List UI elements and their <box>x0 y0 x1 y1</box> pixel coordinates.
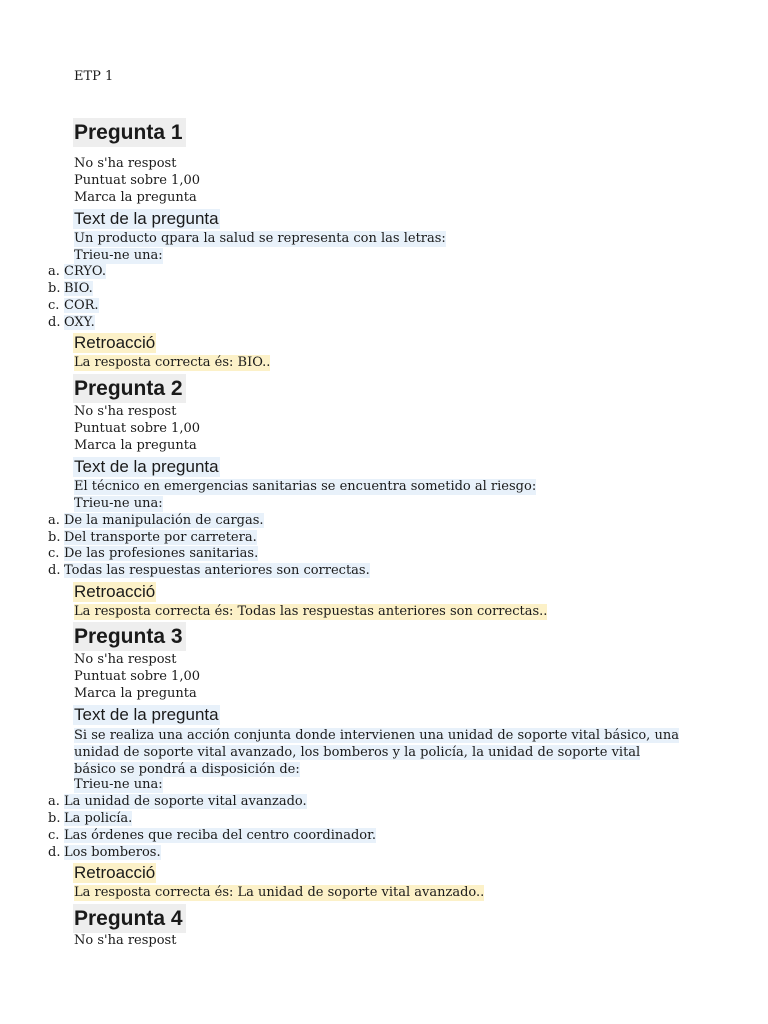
question-3-text-content: Si se realiza una acción conjunta donde intervienen una unidad de soporte vital básico, una unidad de soporte vital avanzado, los bomberos y la policía, la unidad de soporte vital básico se pondrá a disposición de: <box>74 728 679 777</box>
question-1-option-d[interactable] <box>48 315 95 331</box>
question-1-flag-link[interactable]: Marca la pregunta <box>74 190 197 205</box>
option-text: BIO. <box>64 281 93 296</box>
question-3-option-d[interactable] <box>48 845 161 861</box>
question-3-heading: Pregunta 3 <box>73 622 186 651</box>
option-text: COR. <box>64 298 99 313</box>
question-1-text: Un producto qpara la salud se representa con las letras: <box>74 231 446 246</box>
question-4-status: No s'ha respost <box>74 933 177 948</box>
question-2-option-b[interactable] <box>48 530 257 546</box>
question-1-option-b[interactable] <box>48 281 93 297</box>
option-letter: d. <box>48 563 61 578</box>
option-letter: d. <box>48 845 61 860</box>
option-text: La policía. <box>64 811 133 826</box>
question-3-feedback: La resposta correcta és: La unidad de soporte vital avanzado.. <box>74 885 485 900</box>
question-1-heading: Pregunta 1 <box>73 118 186 147</box>
question-2-text: El técnico en emergencias sanitarias se encuentra sometido al riesgo: <box>74 479 537 494</box>
question-2-instruction: Trieu-ne una: <box>74 496 163 511</box>
question-4-heading: Pregunta 4 <box>73 904 186 933</box>
question-1-status: No s'ha respost <box>74 156 177 171</box>
option-text: De las profesiones sanitarias. <box>64 546 259 561</box>
option-text: Todas las respuestas anteriores son correctas. <box>64 563 370 578</box>
option-letter: b. <box>48 811 61 826</box>
question-1-option-c[interactable] <box>48 298 99 314</box>
option-letter: b. <box>48 281 61 296</box>
question-2-feedback: La resposta correcta és: Todas las respuestas anteriores son correctas.. <box>74 604 548 619</box>
option-letter: a. <box>48 264 60 279</box>
option-letter: a. <box>48 513 60 528</box>
option-letter: c. <box>48 298 60 313</box>
question-1-instruction: Trieu-ne una: <box>74 248 163 263</box>
option-text: Los bomberos. <box>64 845 161 860</box>
option-text: Del transporte por carretera. <box>64 530 257 545</box>
document-title: ETP 1 <box>74 69 114 84</box>
question-3-option-a[interactable] <box>48 794 307 810</box>
question-1-feedback-label: Retroacció <box>74 333 156 352</box>
question-3-status: No s'ha respost <box>74 652 177 667</box>
question-2-flag-link[interactable]: Marca la pregunta <box>74 438 197 453</box>
option-text: OXY. <box>64 315 95 330</box>
question-3-text <box>74 727 684 778</box>
question-2-option-a[interactable] <box>48 513 264 529</box>
question-3-instruction: Trieu-ne una: <box>74 777 163 792</box>
question-2-option-c[interactable] <box>48 546 258 562</box>
option-text: De la manipulación de cargas. <box>64 513 264 528</box>
question-2-status: No s'ha respost <box>74 404 177 419</box>
question-1-feedback: La resposta correcta és: BIO.. <box>74 355 271 370</box>
question-3-flag-link[interactable]: Marca la pregunta <box>74 686 197 701</box>
option-letter: c. <box>48 828 60 843</box>
option-text: CRYO. <box>64 264 106 279</box>
question-3-text-label: Text de la pregunta <box>74 705 219 724</box>
question-3-score: Puntuat sobre 1,00 <box>74 669 201 684</box>
question-1-score: Puntuat sobre 1,00 <box>74 173 201 188</box>
question-2-feedback-label: Retroacció <box>74 582 156 601</box>
option-letter: a. <box>48 794 60 809</box>
option-text: Las órdenes que reciba del centro coordinador. <box>64 828 377 843</box>
question-3-option-b[interactable] <box>48 811 132 827</box>
question-2-score: Puntuat sobre 1,00 <box>74 421 201 436</box>
option-text: La unidad de soporte vital avanzado. <box>64 794 307 809</box>
option-letter: d. <box>48 315 61 330</box>
question-2-option-d[interactable] <box>48 563 370 579</box>
question-2-heading: Pregunta 2 <box>73 374 186 403</box>
question-3-option-c[interactable] <box>48 828 376 844</box>
question-1-text-label: Text de la pregunta <box>74 209 219 228</box>
option-letter: c. <box>48 546 60 561</box>
question-3-feedback-label: Retroacció <box>74 863 156 882</box>
question-2-text-label: Text de la pregunta <box>74 457 219 476</box>
option-letter: b. <box>48 530 61 545</box>
question-1-option-a[interactable] <box>48 264 106 280</box>
